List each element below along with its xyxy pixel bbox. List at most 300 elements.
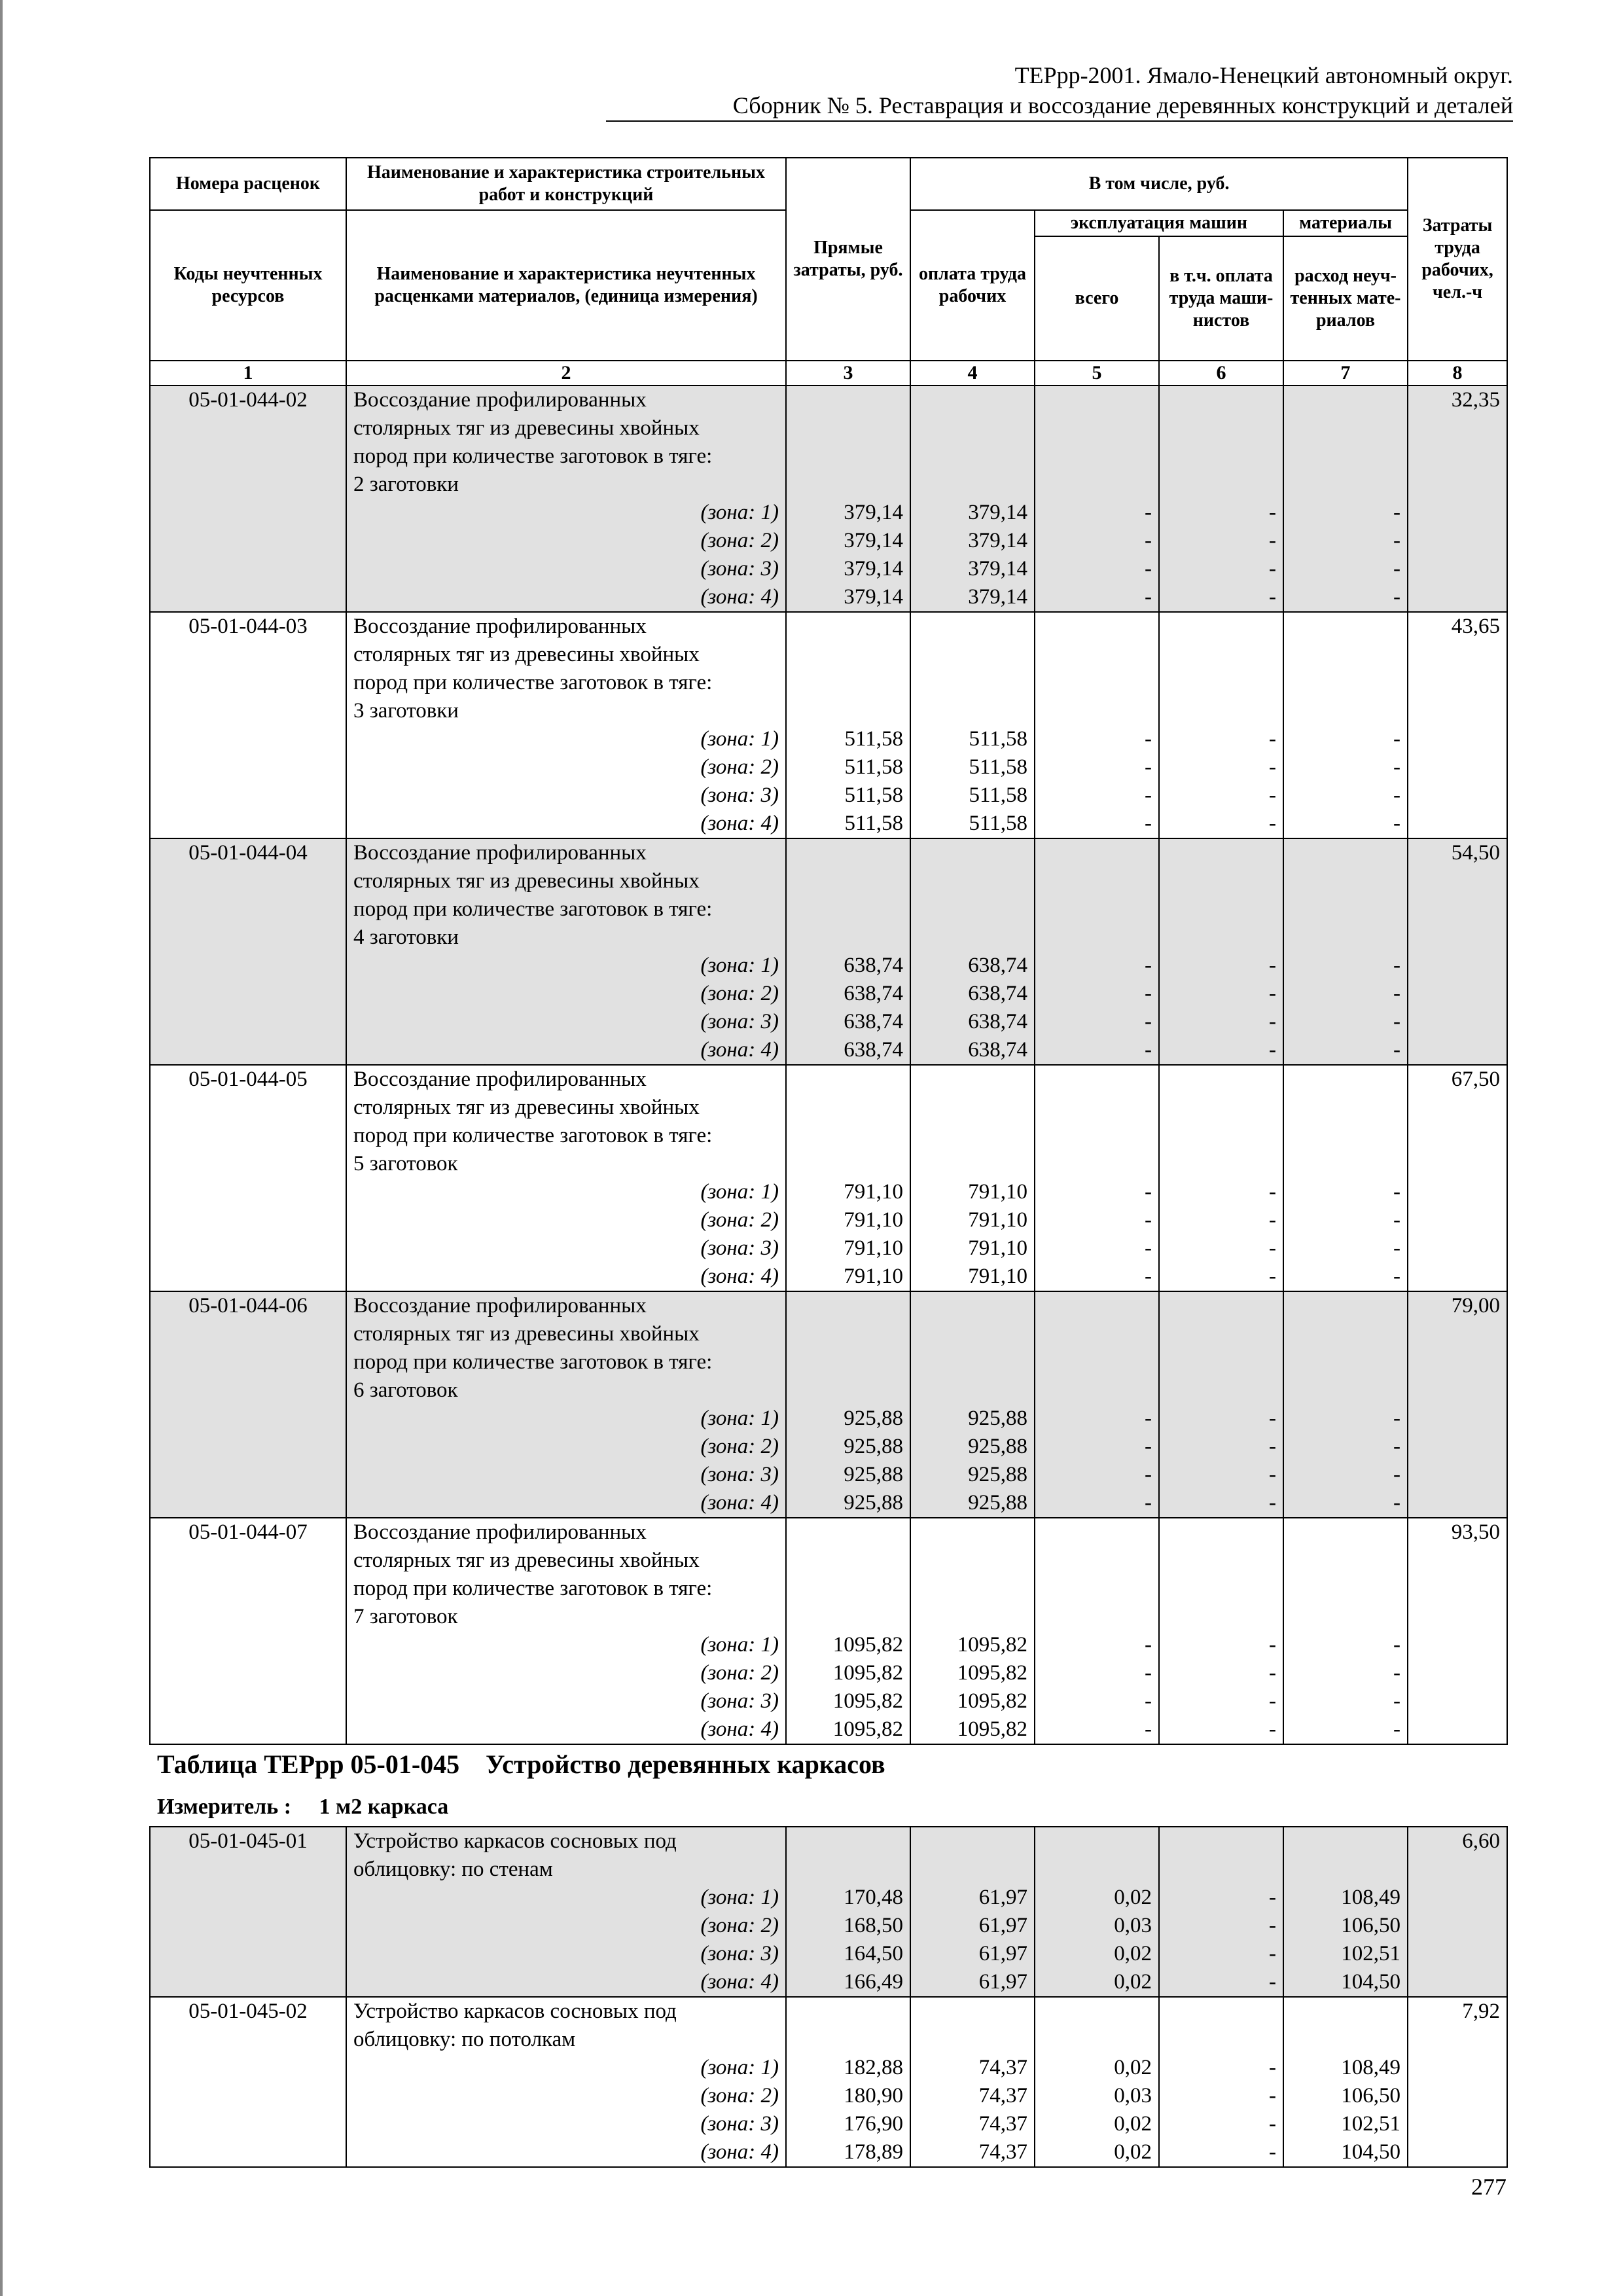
zone-label: (зона: 2) bbox=[346, 1206, 786, 1234]
table-row bbox=[150, 952, 1507, 980]
materials-cost: - bbox=[1283, 555, 1408, 583]
wages: 511,58 bbox=[910, 810, 1035, 838]
machines-total: - bbox=[1035, 1433, 1159, 1461]
direct-cost: 379,14 bbox=[786, 555, 910, 583]
table-row bbox=[150, 781, 1507, 810]
work-description-line: столярных тяг из древесины хвойных bbox=[346, 867, 786, 895]
zone-label: (зона: 4) bbox=[346, 2138, 786, 2167]
machines-total: - bbox=[1035, 781, 1159, 810]
operator-wages: - bbox=[1159, 1178, 1283, 1206]
materials-cost: 104,50 bbox=[1283, 2138, 1408, 2167]
materials-cost: - bbox=[1283, 1659, 1408, 1687]
rates-table-044 bbox=[149, 157, 1508, 1745]
wages: 61,97 bbox=[910, 1884, 1035, 1912]
wages: 511,58 bbox=[910, 725, 1035, 753]
col-machines-header: эксплуатация машин bbox=[1035, 210, 1283, 236]
zone-label: (зона: 1) bbox=[346, 2054, 786, 2082]
direct-cost: 178,89 bbox=[786, 2138, 910, 2167]
direct-cost: 925,88 bbox=[786, 1405, 910, 1433]
table-row bbox=[150, 1518, 1507, 1547]
wages: 61,97 bbox=[910, 1912, 1035, 1940]
operator-wages: - bbox=[1159, 2082, 1283, 2110]
materials-cost: - bbox=[1283, 583, 1408, 612]
zone-label: (зона: 3) bbox=[346, 1461, 786, 1489]
machines-total: 0,02 bbox=[1035, 1968, 1159, 1997]
machines-total: - bbox=[1035, 1036, 1159, 1065]
work-description-line: пород при количестве заготовок в тяге: bbox=[346, 1122, 786, 1150]
table-row bbox=[150, 612, 1507, 641]
header-line-1: ТЕРрр-2001. Ямало-Ненецкий автономный округ. bbox=[1014, 62, 1513, 88]
machines-total: - bbox=[1035, 1178, 1159, 1206]
operator-wages: - bbox=[1159, 753, 1283, 781]
labor-hours: 32,35 bbox=[1408, 386, 1507, 414]
materials-cost: - bbox=[1283, 781, 1408, 810]
operator-wages: - bbox=[1159, 499, 1283, 527]
machines-total: - bbox=[1035, 1489, 1159, 1518]
col-number: 1 bbox=[150, 361, 346, 386]
table-row bbox=[150, 697, 1507, 725]
zone-label: (зона: 1) bbox=[346, 1178, 786, 1206]
table-row bbox=[150, 1884, 1507, 1912]
direct-cost: 511,58 bbox=[786, 781, 910, 810]
direct-cost: 379,14 bbox=[786, 527, 910, 555]
direct-cost: 1095,82 bbox=[786, 1631, 910, 1659]
work-description-line: Устройство каркасов сосновых под bbox=[346, 1827, 786, 1856]
zone-label: (зона: 4) bbox=[346, 810, 786, 838]
direct-cost: 511,58 bbox=[786, 753, 910, 781]
work-description-line: пород при количестве заготовок в тяге: bbox=[346, 1348, 786, 1376]
materials-cost: 106,50 bbox=[1283, 1912, 1408, 1940]
operator-wages: - bbox=[1159, 555, 1283, 583]
wages: 791,10 bbox=[910, 1178, 1035, 1206]
zone-label: (зона: 1) bbox=[346, 725, 786, 753]
wages: 791,10 bbox=[910, 1234, 1035, 1263]
direct-cost: 791,10 bbox=[786, 1234, 910, 1263]
rate-code: 05-01-044-02 bbox=[150, 386, 346, 414]
materials-cost: - bbox=[1283, 499, 1408, 527]
labor-hours: 54,50 bbox=[1408, 838, 1507, 867]
work-description-line: Воссоздание профилированных bbox=[346, 1291, 786, 1320]
work-description-line: столярных тяг из древесины хвойных bbox=[346, 414, 786, 442]
rate-code: 05-01-044-06 bbox=[150, 1291, 346, 1320]
table-row bbox=[150, 1234, 1507, 1263]
col-work-name-header: Наименование и характеристика строительных работ и конструкций bbox=[346, 158, 786, 210]
materials-cost: - bbox=[1283, 1489, 1408, 1518]
materials-cost: - bbox=[1283, 1715, 1408, 1744]
zone-label: (зона: 2) bbox=[346, 980, 786, 1008]
machines-total: 0,02 bbox=[1035, 1884, 1159, 1912]
direct-cost: 176,90 bbox=[786, 2110, 910, 2138]
table-row bbox=[150, 1150, 1507, 1178]
col-unaccounted-materials-header: расход неуч-тенных мате-риалов bbox=[1283, 236, 1408, 361]
work-description-line: Устройство каркасов сосновых под bbox=[346, 1997, 786, 2026]
work-description-line: пород при количестве заготовок в тяге: bbox=[346, 669, 786, 697]
machines-total: 0,02 bbox=[1035, 1940, 1159, 1968]
table-row bbox=[150, 1405, 1507, 1433]
machines-total: 0,03 bbox=[1035, 1912, 1159, 1940]
materials-cost: - bbox=[1283, 1178, 1408, 1206]
labor-hours: 93,50 bbox=[1408, 1518, 1507, 1547]
operator-wages: - bbox=[1159, 583, 1283, 612]
table-row bbox=[150, 753, 1507, 781]
operator-wages: - bbox=[1159, 1884, 1283, 1912]
work-description-line: 2 заготовки bbox=[346, 471, 786, 499]
direct-cost: 180,90 bbox=[786, 2082, 910, 2110]
table-row bbox=[150, 1687, 1507, 1715]
rate-code: 05-01-044-04 bbox=[150, 838, 346, 867]
zone-label: (зона: 2) bbox=[346, 1433, 786, 1461]
table-row bbox=[150, 641, 1507, 669]
wages: 379,14 bbox=[910, 555, 1035, 583]
table-row bbox=[150, 725, 1507, 753]
zone-label: (зона: 4) bbox=[346, 1263, 786, 1291]
labor-hours: 43,65 bbox=[1408, 612, 1507, 641]
table-row bbox=[150, 1575, 1507, 1603]
col-machines-total-header: всего bbox=[1035, 236, 1159, 361]
direct-cost: 638,74 bbox=[786, 952, 910, 980]
labor-hours: 67,50 bbox=[1408, 1065, 1507, 1094]
machines-total: - bbox=[1035, 1008, 1159, 1036]
direct-cost: 925,88 bbox=[786, 1433, 910, 1461]
table-row bbox=[150, 1489, 1507, 1518]
zone-label: (зона: 4) bbox=[346, 1036, 786, 1065]
materials-cost: 104,50 bbox=[1283, 1968, 1408, 1997]
materials-cost: - bbox=[1283, 1405, 1408, 1433]
zone-label: (зона: 1) bbox=[346, 499, 786, 527]
operator-wages: - bbox=[1159, 1234, 1283, 1263]
operator-wages: - bbox=[1159, 1263, 1283, 1291]
table-row bbox=[150, 527, 1507, 555]
work-description-line: 3 заготовки bbox=[346, 697, 786, 725]
col-labor-hours-header: Затраты труда рабочих, чел.-ч bbox=[1408, 158, 1507, 361]
table-row bbox=[150, 924, 1507, 952]
table-row bbox=[150, 1433, 1507, 1461]
work-description-line: столярных тяг из древесины хвойных bbox=[346, 1094, 786, 1122]
table-row bbox=[150, 1178, 1507, 1206]
col-materials-header: материалы bbox=[1283, 210, 1408, 236]
materials-cost: - bbox=[1283, 725, 1408, 753]
machines-total: - bbox=[1035, 1263, 1159, 1291]
table-row bbox=[150, 1940, 1507, 1968]
wages: 511,58 bbox=[910, 781, 1035, 810]
machines-total: - bbox=[1035, 499, 1159, 527]
wages: 379,14 bbox=[910, 527, 1035, 555]
rate-code: 05-01-045-02 bbox=[150, 1997, 346, 2026]
wages: 925,88 bbox=[910, 1461, 1035, 1489]
col-rate-number-header: Номера расценок bbox=[150, 158, 346, 210]
table-row bbox=[150, 555, 1507, 583]
labor-hours: 6,60 bbox=[1408, 1827, 1507, 1856]
operator-wages: - bbox=[1159, 1968, 1283, 1997]
table-row bbox=[150, 810, 1507, 838]
wages: 1095,82 bbox=[910, 1715, 1035, 1744]
machines-total: - bbox=[1035, 1659, 1159, 1687]
table-row bbox=[150, 1827, 1507, 1856]
rate-code: 05-01-044-05 bbox=[150, 1065, 346, 1094]
table-row bbox=[150, 386, 1507, 414]
operator-wages: - bbox=[1159, 952, 1283, 980]
direct-cost: 791,10 bbox=[786, 1206, 910, 1234]
rate-code: 05-01-045-01 bbox=[150, 1827, 346, 1856]
wages: 638,74 bbox=[910, 1036, 1035, 1065]
wages: 61,97 bbox=[910, 1968, 1035, 1997]
header-rule bbox=[606, 120, 1513, 122]
work-description-line: облицовку: по стенам bbox=[346, 1856, 786, 1884]
wages: 638,74 bbox=[910, 952, 1035, 980]
wages: 74,37 bbox=[910, 2138, 1035, 2167]
operator-wages: - bbox=[1159, 2054, 1283, 2082]
operator-wages: - bbox=[1159, 1036, 1283, 1065]
table-row bbox=[150, 1968, 1507, 1997]
machines-total: - bbox=[1035, 753, 1159, 781]
machines-total: - bbox=[1035, 555, 1159, 583]
machines-total: - bbox=[1035, 1631, 1159, 1659]
col-direct-costs-header: Прямые затраты, руб. bbox=[786, 158, 910, 361]
table-row bbox=[150, 1348, 1507, 1376]
header-line-2: Сборник № 5. Реставрация и воссоздание деревянных конструкций и деталей bbox=[732, 92, 1513, 118]
page-edge bbox=[0, 0, 3, 2296]
table-row bbox=[150, 1715, 1507, 1744]
work-description-line: пород при количестве заготовок в тяге: bbox=[346, 895, 786, 924]
wages: 1095,82 bbox=[910, 1687, 1035, 1715]
machines-total: - bbox=[1035, 527, 1159, 555]
operator-wages: - bbox=[1159, 980, 1283, 1008]
materials-cost: - bbox=[1283, 952, 1408, 980]
direct-cost: 166,49 bbox=[786, 1968, 910, 1997]
zone-label: (зона: 4) bbox=[346, 1715, 786, 1744]
zone-label: (зона: 2) bbox=[346, 1659, 786, 1687]
operator-wages: - bbox=[1159, 527, 1283, 555]
direct-cost: 182,88 bbox=[786, 2054, 910, 2082]
table-row bbox=[150, 2082, 1507, 2110]
direct-cost: 925,88 bbox=[786, 1489, 910, 1518]
col-number: 7 bbox=[1283, 361, 1408, 386]
col-number: 5 bbox=[1035, 361, 1159, 386]
machines-total: 0,02 bbox=[1035, 2054, 1159, 2082]
machines-total: - bbox=[1035, 1715, 1159, 1744]
wages: 61,97 bbox=[910, 1940, 1035, 1968]
operator-wages: - bbox=[1159, 810, 1283, 838]
direct-cost: 1095,82 bbox=[786, 1659, 910, 1687]
table-row bbox=[150, 1036, 1507, 1065]
table-row bbox=[150, 669, 1507, 697]
table-row bbox=[150, 1659, 1507, 1687]
table-row bbox=[150, 2138, 1507, 2167]
operator-wages: - bbox=[1159, 2138, 1283, 2167]
operator-wages: - bbox=[1159, 1715, 1283, 1744]
zone-label: (зона: 2) bbox=[346, 2082, 786, 2110]
col-material-name-header: Наименование и характеристика неучтенных расценками материалов, (единица измерения) bbox=[346, 210, 786, 361]
direct-cost: 1095,82 bbox=[786, 1687, 910, 1715]
zone-label: (зона: 3) bbox=[346, 1687, 786, 1715]
wages: 791,10 bbox=[910, 1206, 1035, 1234]
table-row bbox=[150, 1122, 1507, 1150]
work-description-line: Воссоздание профилированных bbox=[346, 386, 786, 414]
materials-cost: - bbox=[1283, 980, 1408, 1008]
materials-cost: - bbox=[1283, 1461, 1408, 1489]
work-description-line: пород при количестве заготовок в тяге: bbox=[346, 442, 786, 471]
zone-label: (зона: 1) bbox=[346, 1884, 786, 1912]
work-description-line: столярных тяг из древесины хвойных bbox=[346, 1547, 786, 1575]
wages: 1095,82 bbox=[910, 1659, 1035, 1687]
column-number-row bbox=[150, 361, 1507, 386]
materials-cost: - bbox=[1283, 527, 1408, 555]
direct-cost: 925,88 bbox=[786, 1461, 910, 1489]
zone-label: (зона: 1) bbox=[346, 1405, 786, 1433]
materials-cost: - bbox=[1283, 753, 1408, 781]
direct-cost: 638,74 bbox=[786, 980, 910, 1008]
table-row bbox=[150, 1631, 1507, 1659]
rate-code: 05-01-044-03 bbox=[150, 612, 346, 641]
operator-wages: - bbox=[1159, 1659, 1283, 1687]
table-row bbox=[150, 1997, 1507, 2026]
wages: 379,14 bbox=[910, 583, 1035, 612]
operator-wages: - bbox=[1159, 725, 1283, 753]
table-row bbox=[150, 1856, 1507, 1884]
wages: 638,74 bbox=[910, 1008, 1035, 1036]
zone-label: (зона: 3) bbox=[346, 2110, 786, 2138]
table-row bbox=[150, 1094, 1507, 1122]
operator-wages: - bbox=[1159, 781, 1283, 810]
rate-code: 05-01-044-07 bbox=[150, 1518, 346, 1547]
materials-cost: 108,49 bbox=[1283, 1884, 1408, 1912]
table-row bbox=[150, 471, 1507, 499]
table-row bbox=[150, 414, 1507, 442]
table-row bbox=[150, 442, 1507, 471]
work-description-line: 7 заготовок bbox=[346, 1603, 786, 1631]
work-description-line: столярных тяг из древесины хвойных bbox=[346, 1320, 786, 1348]
work-description-line: 4 заготовки bbox=[346, 924, 786, 952]
wages: 1095,82 bbox=[910, 1631, 1035, 1659]
machines-total: - bbox=[1035, 952, 1159, 980]
zone-label: (зона: 3) bbox=[346, 555, 786, 583]
direct-cost: 164,50 bbox=[786, 1940, 910, 1968]
table-row bbox=[150, 583, 1507, 612]
table-row bbox=[150, 499, 1507, 527]
col-number: 2 bbox=[346, 361, 786, 386]
materials-cost: - bbox=[1283, 1206, 1408, 1234]
direct-cost: 1095,82 bbox=[786, 1715, 910, 1744]
wages: 638,74 bbox=[910, 980, 1035, 1008]
machines-total: - bbox=[1035, 1405, 1159, 1433]
machines-total: 0,02 bbox=[1035, 2110, 1159, 2138]
materials-cost: - bbox=[1283, 1631, 1408, 1659]
work-description-line: 5 заготовок bbox=[346, 1150, 786, 1178]
machines-total: - bbox=[1035, 980, 1159, 1008]
materials-cost: - bbox=[1283, 1263, 1408, 1291]
operator-wages: - bbox=[1159, 1687, 1283, 1715]
col-number: 6 bbox=[1159, 361, 1283, 386]
table-row bbox=[150, 867, 1507, 895]
machines-total: - bbox=[1035, 583, 1159, 612]
wages: 379,14 bbox=[910, 499, 1035, 527]
wages: 74,37 bbox=[910, 2054, 1035, 2082]
zone-label: (зона: 3) bbox=[346, 1234, 786, 1263]
wages: 925,88 bbox=[910, 1405, 1035, 1433]
materials-cost: - bbox=[1283, 1433, 1408, 1461]
work-description-line: Воссоздание профилированных bbox=[346, 1518, 786, 1547]
materials-cost: 106,50 bbox=[1283, 2082, 1408, 2110]
operator-wages: - bbox=[1159, 1206, 1283, 1234]
machines-total: 0,03 bbox=[1035, 2082, 1159, 2110]
page-number: 277 bbox=[1471, 2174, 1507, 2200]
materials-cost: - bbox=[1283, 1036, 1408, 1065]
col-wages-header: оплата труда рабочих bbox=[910, 210, 1035, 361]
direct-cost: 791,10 bbox=[786, 1263, 910, 1291]
operator-wages: - bbox=[1159, 1912, 1283, 1940]
col-number: 3 bbox=[786, 361, 910, 386]
materials-cost: - bbox=[1283, 1008, 1408, 1036]
materials-cost: - bbox=[1283, 810, 1408, 838]
machines-total: - bbox=[1035, 810, 1159, 838]
work-description-line: Воссоздание профилированных bbox=[346, 838, 786, 867]
machines-total: - bbox=[1035, 725, 1159, 753]
machines-total: 0,02 bbox=[1035, 2138, 1159, 2167]
operator-wages: - bbox=[1159, 1008, 1283, 1036]
direct-cost: 511,58 bbox=[786, 810, 910, 838]
zone-label: (зона: 4) bbox=[346, 1489, 786, 1518]
table-row bbox=[150, 1547, 1507, 1575]
operator-wages: - bbox=[1159, 1489, 1283, 1518]
col-number: 4 bbox=[910, 361, 1035, 386]
operator-wages: - bbox=[1159, 1631, 1283, 1659]
machines-total: - bbox=[1035, 1206, 1159, 1234]
wages: 74,37 bbox=[910, 2082, 1035, 2110]
work-description-line: Воссоздание профилированных bbox=[346, 1065, 786, 1094]
labor-hours: 7,92 bbox=[1408, 1997, 1507, 2026]
operator-wages: - bbox=[1159, 1461, 1283, 1489]
table-row bbox=[150, 1320, 1507, 1348]
direct-cost: 379,14 bbox=[786, 499, 910, 527]
col-resource-codes-header: Коды неучтенных ресурсов bbox=[150, 210, 346, 361]
work-description-line: Воссоздание профилированных bbox=[346, 612, 786, 641]
table-row bbox=[150, 1603, 1507, 1631]
table-row bbox=[150, 1912, 1507, 1940]
table-row bbox=[150, 1263, 1507, 1291]
operator-wages: - bbox=[1159, 2110, 1283, 2138]
wages: 74,37 bbox=[910, 2110, 1035, 2138]
machines-total: - bbox=[1035, 1461, 1159, 1489]
table-row bbox=[150, 2110, 1507, 2138]
zone-label: (зона: 4) bbox=[346, 583, 786, 612]
operator-wages: - bbox=[1159, 1940, 1283, 1968]
wages: 511,58 bbox=[910, 753, 1035, 781]
table-row bbox=[150, 1065, 1507, 1094]
zone-label: (зона: 3) bbox=[346, 1008, 786, 1036]
zone-label: (зона: 2) bbox=[346, 527, 786, 555]
table-unit: Измеритель : 1 м2 каркаса bbox=[157, 1795, 449, 1819]
direct-cost: 791,10 bbox=[786, 1178, 910, 1206]
zone-label: (зона: 3) bbox=[346, 781, 786, 810]
materials-cost: 102,51 bbox=[1283, 1940, 1408, 1968]
work-description-line: 6 заготовок bbox=[346, 1376, 786, 1405]
wages: 791,10 bbox=[910, 1263, 1035, 1291]
work-description-line: облицовку: по потолкам bbox=[346, 2026, 786, 2054]
zone-label: (зона: 1) bbox=[346, 1631, 786, 1659]
table-row bbox=[150, 980, 1507, 1008]
table-row bbox=[150, 1008, 1507, 1036]
zone-label: (зона: 4) bbox=[346, 1968, 786, 1997]
wages: 925,88 bbox=[910, 1489, 1035, 1518]
table-row bbox=[150, 2026, 1507, 2054]
direct-cost: 168,50 bbox=[786, 1912, 910, 1940]
operator-wages: - bbox=[1159, 1433, 1283, 1461]
col-operator-wages-header: в т.ч. оплата труда маши-нистов bbox=[1159, 236, 1283, 361]
table-row bbox=[150, 1376, 1507, 1405]
table-row bbox=[150, 1291, 1507, 1320]
direct-cost: 638,74 bbox=[786, 1036, 910, 1065]
zone-label: (зона: 1) bbox=[346, 952, 786, 980]
